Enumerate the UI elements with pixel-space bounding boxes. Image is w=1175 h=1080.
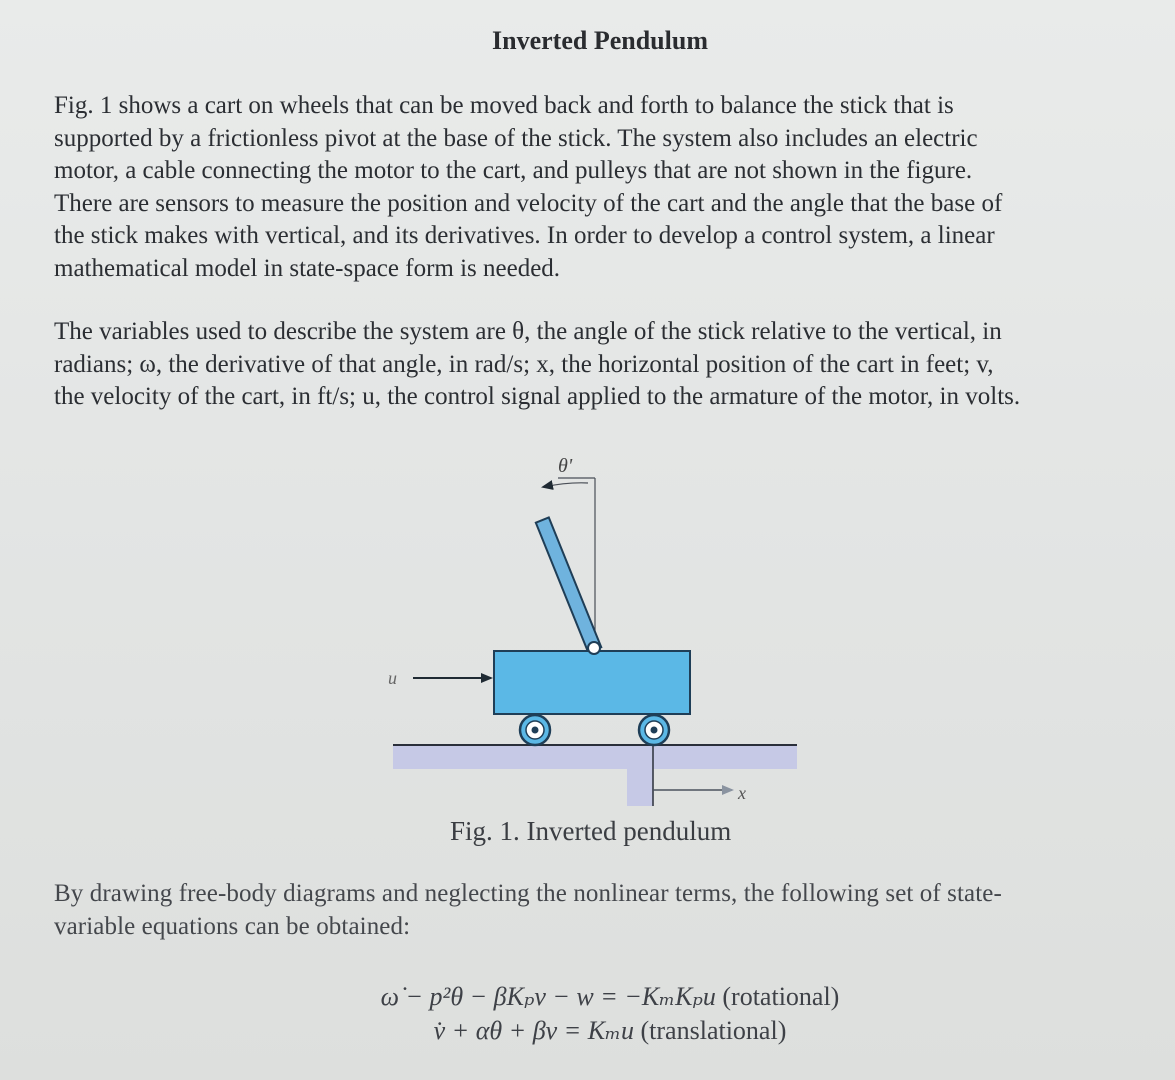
pendulum-stick <box>536 517 601 652</box>
text-line: the velocity of the cart, in ft/s; u, the control signal applied to the armature of the motor, in volts. <box>54 383 1021 410</box>
translational-equation-label: (translational) <box>640 1016 787 1045</box>
rotational-equation-label: (rotational) <box>722 982 840 1011</box>
figure-caption: Fig. 1. Inverted pendulum <box>450 816 732 846</box>
text-line: There are sensors to measure the position and velocity of the cart and the angle that the base of <box>54 189 1003 217</box>
theta-label: θ' <box>558 455 573 477</box>
text-line: mathematical model in state-space form is needed. <box>54 254 561 282</box>
text-line: By drawing free-body diagrams and neglecting the nonlinear terms, the following set of state- <box>54 880 1002 907</box>
text-line: the stick makes with vertical, and its derivatives. In order to develop a control system, a linear <box>54 222 995 249</box>
pivot-joint <box>588 642 600 654</box>
page-title: Inverted Pendulum <box>492 26 708 55</box>
u-label: u <box>388 668 397 688</box>
translational-equation <box>300 1014 920 1048</box>
rotational-equation-expr: ω̇ − p²θ − βKₚv − w = −KₘKₚu <box>380 982 716 1011</box>
translational-equation-expr: v̇ + αθ + βv = Kₘu <box>433 1016 635 1045</box>
cart-body <box>494 651 690 714</box>
text-line: radians; ω, the derivative of that angle, in rad/s; x, the horizontal position of the cart in feet; v, <box>54 350 994 378</box>
state-equations <box>300 980 920 1048</box>
x-label: x <box>738 783 746 803</box>
ground-step <box>627 769 653 806</box>
text-line: Fig. 1 shows a cart on wheels that can be moved back and forth to balance the stick that is <box>54 92 954 119</box>
angle-arc <box>543 483 588 487</box>
text-line: The variables used to describe the system are θ, the angle of the stick relative to the vertical, in <box>54 318 1002 345</box>
wheel-left <box>520 715 550 745</box>
rotational-equation <box>300 980 920 1014</box>
equations-intro-paragraph <box>54 878 1144 943</box>
ground-surface <box>393 746 797 769</box>
text-line: motor, a cable connecting the motor to the cart, and pulleys that are not shown in the figure. <box>54 157 973 184</box>
text-line: supported by a frictionless pivot at the base of the stick. The system also includes an electric <box>54 124 978 152</box>
text-line: variable equations can be obtained: <box>54 912 411 940</box>
wheel-right <box>639 715 669 745</box>
